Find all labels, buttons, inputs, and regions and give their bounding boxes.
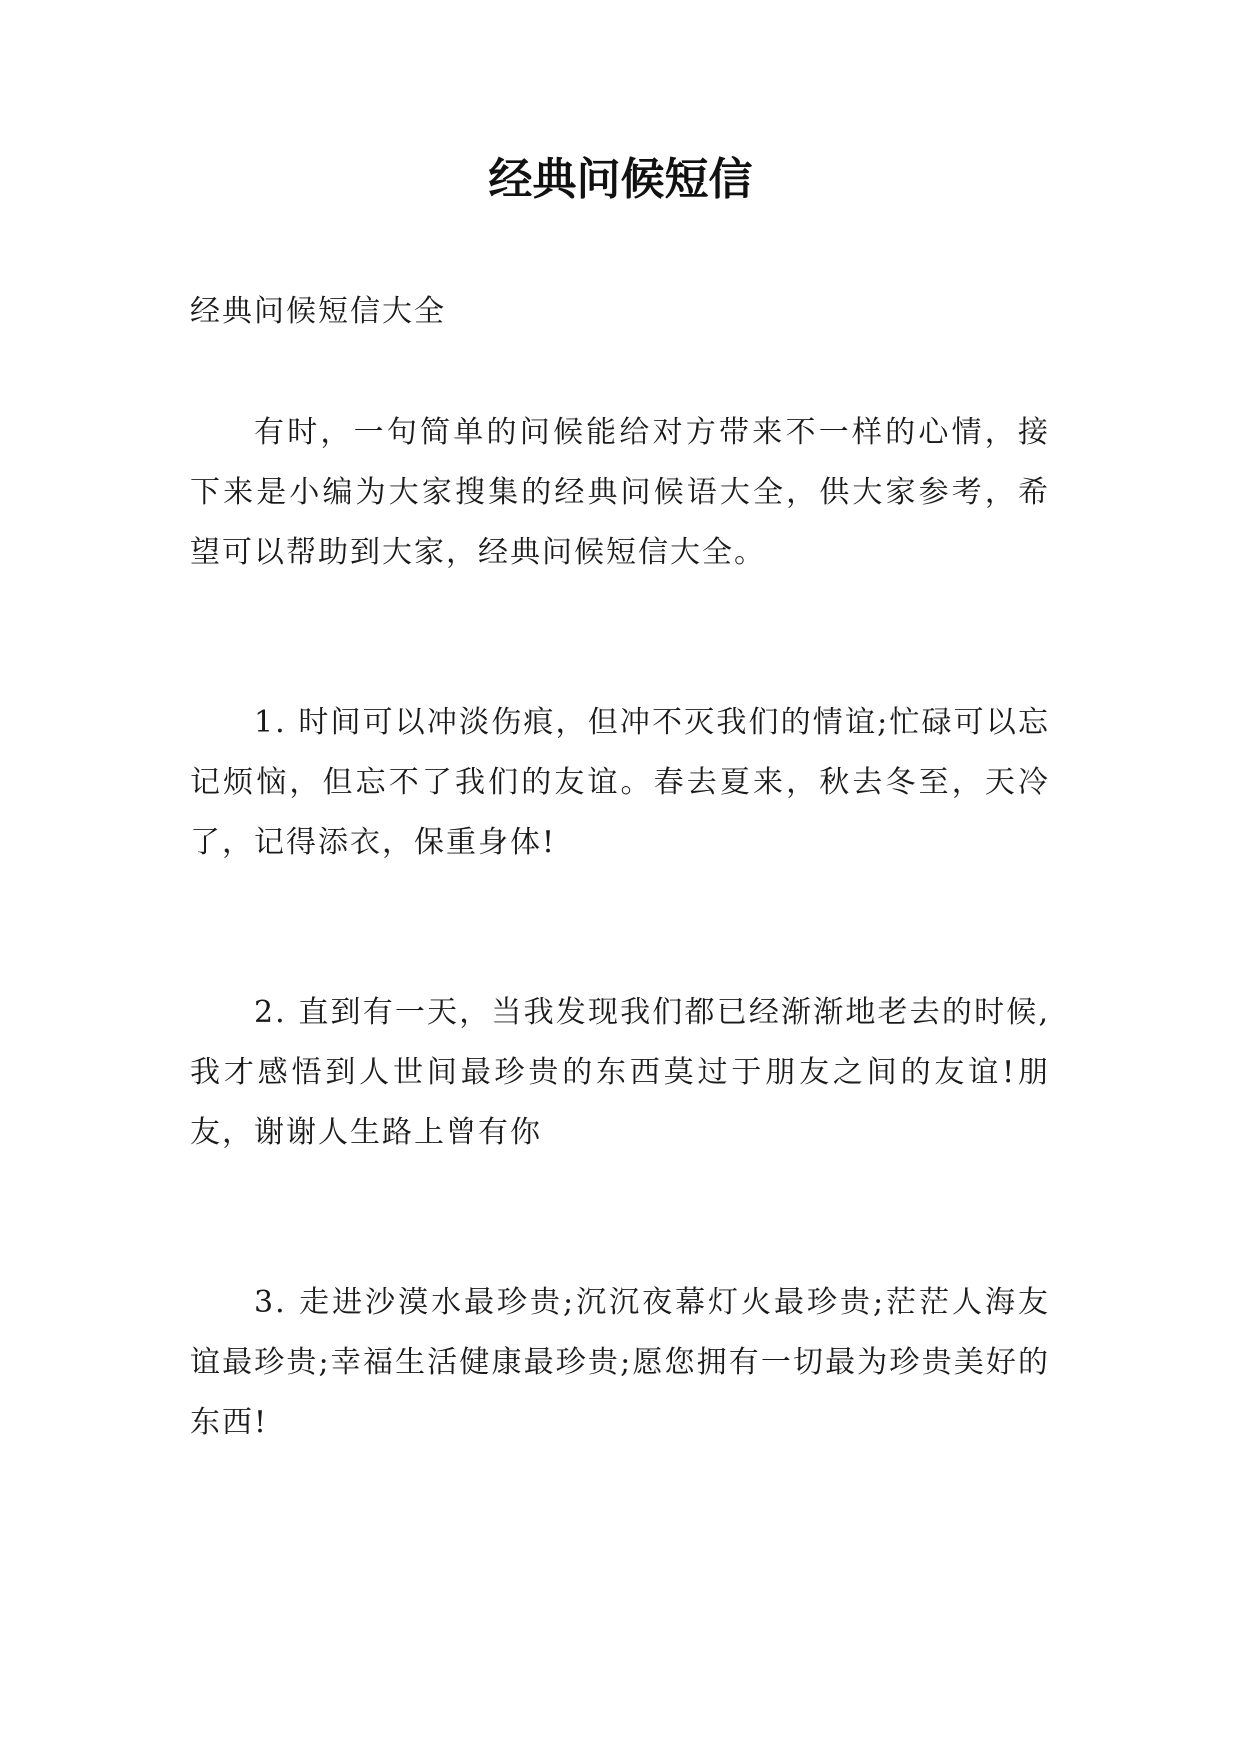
list-item: 1. 时间可以冲淡伤痕，但冲不灭我们的情谊;忙碌可以忘记烦恼，但忘不了我们的友谊。春去夏来，秋去冬至，天冷了，记得添衣，保重身体! xyxy=(190,705,1050,860)
list-item: 2. 直到有一天，当我发现我们都已经渐渐地老去的时候,我才感悟到人世间最珍贵的东西莫过于朋友之间的友谊!朋友，谢谢人生路上曾有你 xyxy=(190,995,1050,1150)
intro-paragraph: 有时，一句简单的问候能给对方带来不一样的心情，接下来是小编为大家搜集的经典问候语大全，供大家参考，希望可以帮助到大家，经典问候短信大全。 xyxy=(190,415,1050,570)
document-subtitle: 经典问候短信大全 xyxy=(190,294,446,329)
document-title: 经典问候短信 xyxy=(488,154,753,205)
list-item: 3. 走进沙漠水最珍贵;沉沉夜幕灯火最珍贵;茫茫人海友谊最珍贵;幸福生活健康最珍贵;愿您拥有一切最为珍贵美好的东西! xyxy=(190,1285,1050,1440)
